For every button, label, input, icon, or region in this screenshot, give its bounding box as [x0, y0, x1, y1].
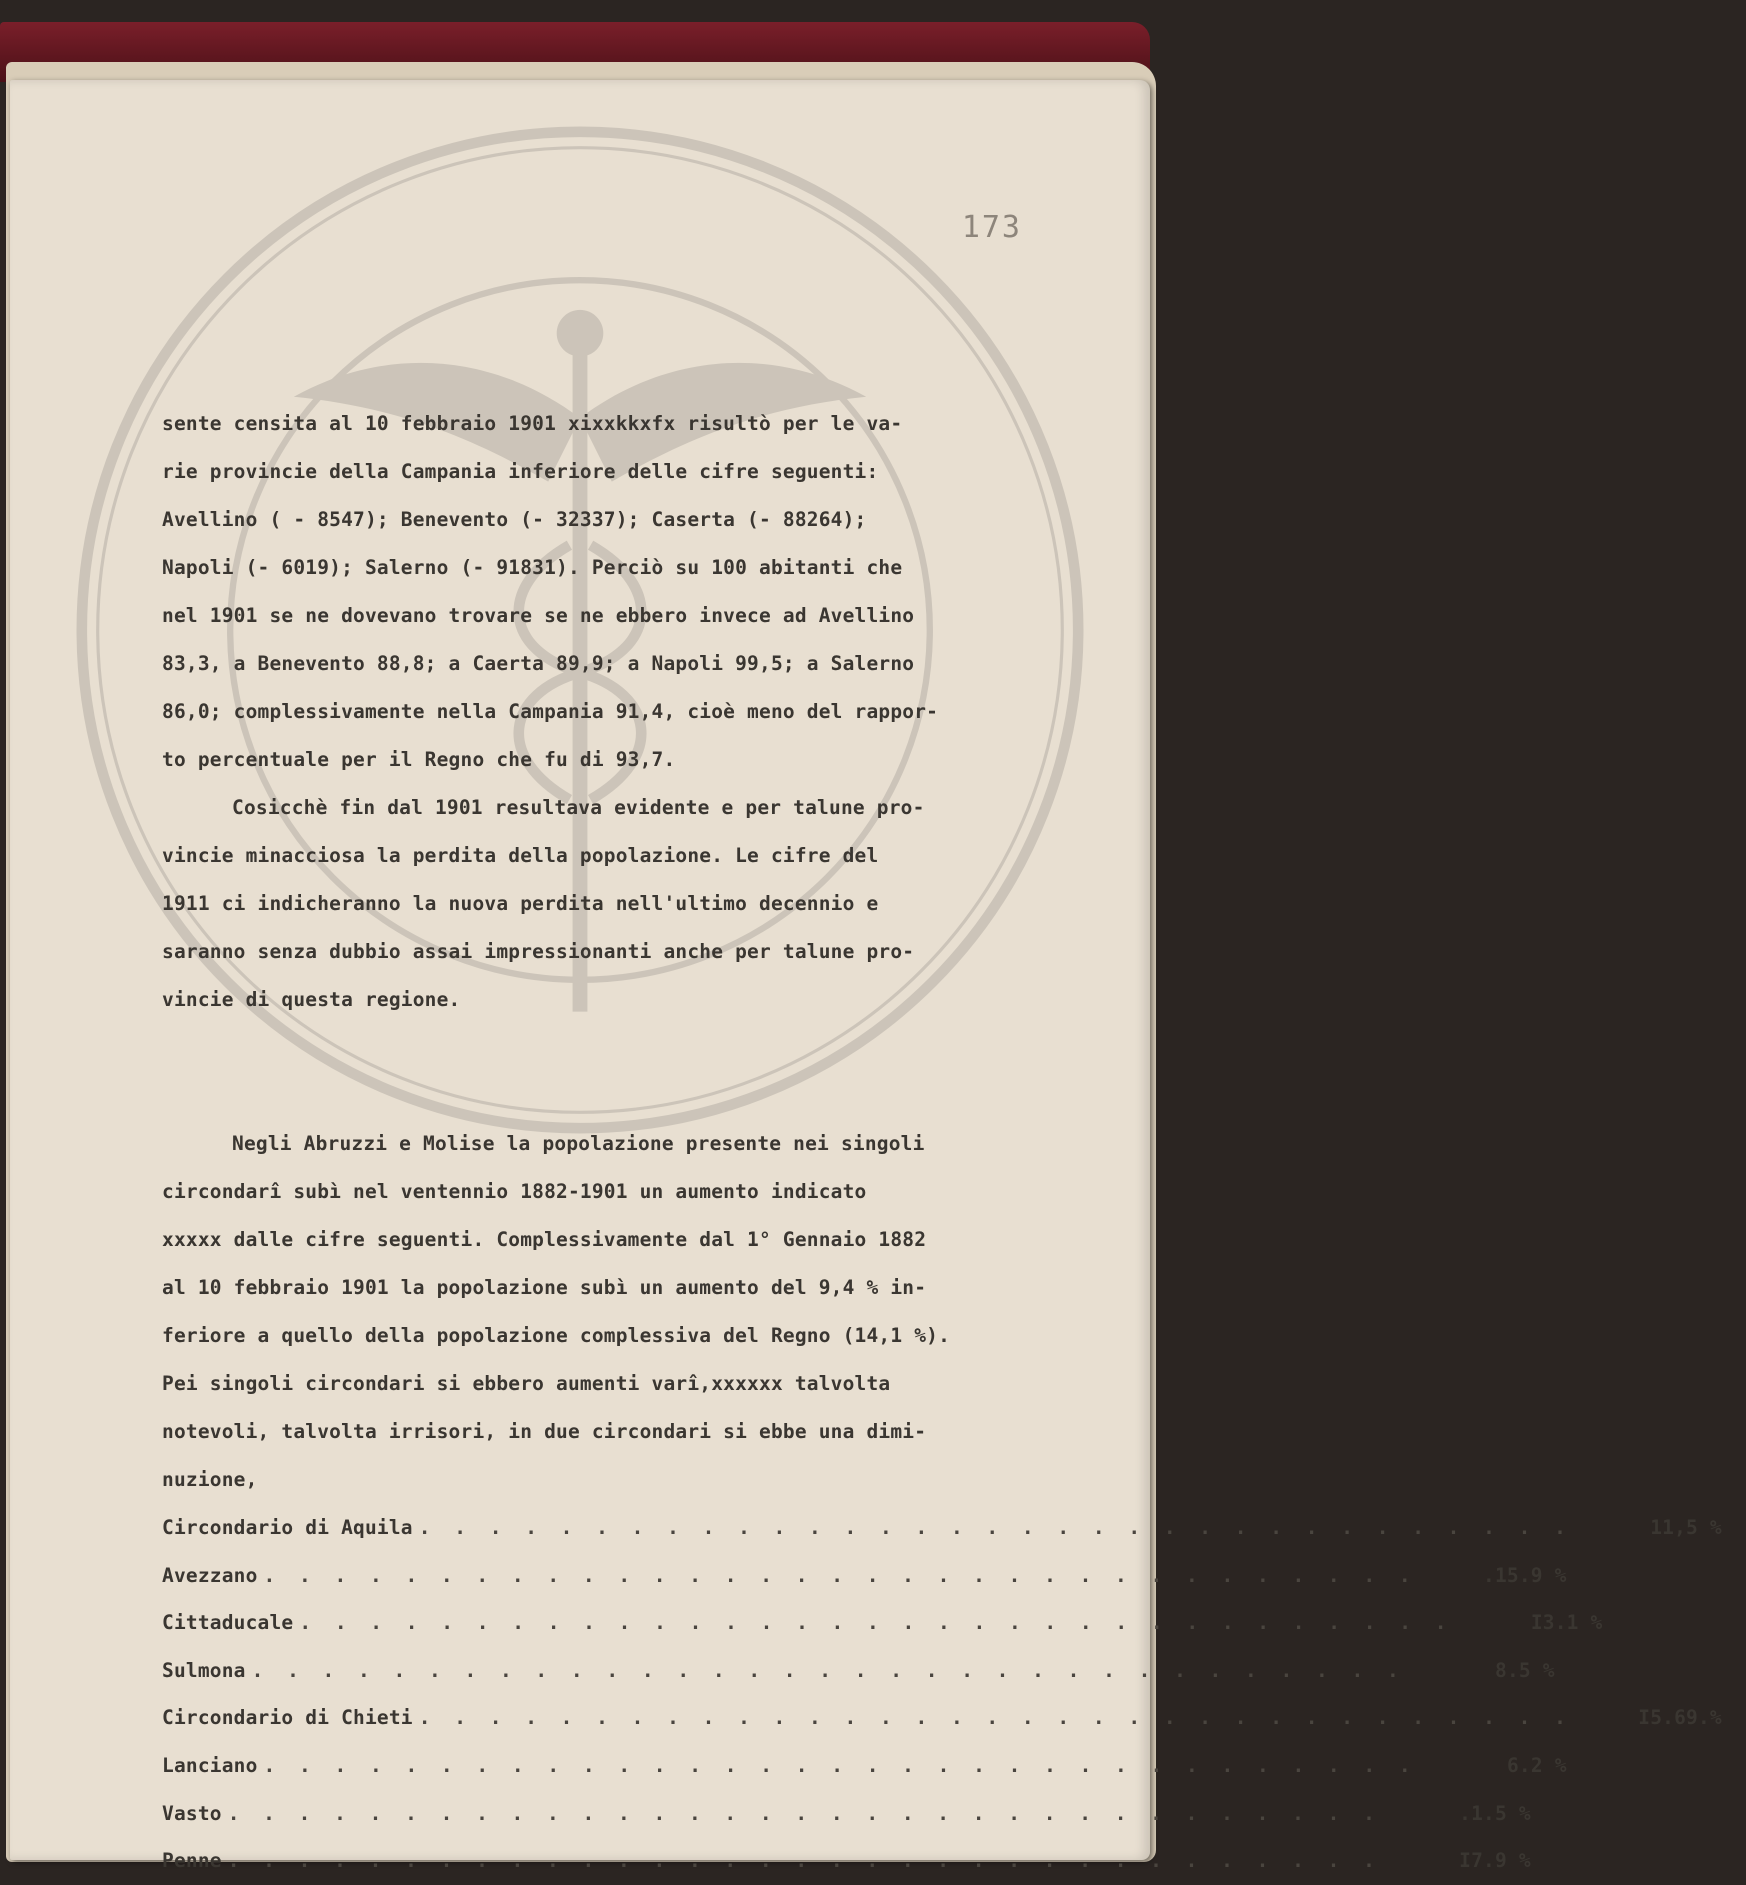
- row-value: .1.5 %: [1459, 1801, 1531, 1825]
- row-value: 8.5 %: [1495, 1658, 1555, 1682]
- row-value: I7.9 %: [1459, 1849, 1531, 1873]
- table-row: [162, 1694, 1722, 1742]
- row-label: Circondario di Chieti: [162, 1706, 413, 1730]
- text-line: Napoli (- 6019); Salerno (- 91831). Perciò su 100 abitanti che: [162, 556, 903, 579]
- row-label: Sulmona: [162, 1658, 246, 1682]
- text-line: 1911 ci indicheranno la nuova perdita nell'ultimo decennio e: [162, 892, 879, 915]
- text-line: Pei singoli circondari si ebbero aumenti varî,xxxxxx talvolta: [162, 1372, 891, 1395]
- text-line: Avellino ( - 8547); Benevento (- 32337); Caserta (- 88264);: [162, 508, 867, 531]
- table-row: [162, 1647, 1555, 1695]
- text-line: xxxxx dalle cifre seguenti. Complessivamente dal 1° Gennaio 1882: [162, 1228, 927, 1251]
- row-value: I3.1 %: [1530, 1611, 1603, 1635]
- table-row: [162, 1552, 1567, 1600]
- dot-leader: . . . . . . . . . . . . . . . . . . . . . . . . . . . . . . . . .: [299, 1611, 1453, 1635]
- paragraph-campania: [162, 400, 1092, 784]
- dot-leader: . . . . . . . . . . . . . . . . . . . . . . . . . . . . . . . . .: [418, 1706, 1572, 1730]
- text-line: vincie di questa regione.: [162, 988, 461, 1011]
- section-spacer: [162, 1024, 1092, 1120]
- text-line: al 10 febbraio 1901 la popolazione subì un aumento del 9,4 % in-: [162, 1276, 927, 1299]
- text-line: rie provincie della Campania inferiore delle cifre seguenti:: [162, 460, 879, 483]
- text-line: vincie minacciosa la perdita della popolazione. Le cifre del: [162, 844, 879, 867]
- table-row: [162, 1504, 1722, 1552]
- text-line: 86,0; complessivamente nella Campania 91,4, cioè meno del rappor-: [162, 700, 939, 723]
- text-line: feriore a quello della popolazione complessiva del Regno (14,1 %).: [162, 1324, 951, 1347]
- row-label: Cittaducale: [162, 1611, 294, 1635]
- row-value: I5.69.%: [1638, 1706, 1722, 1730]
- paragraph-cosicche: [162, 784, 1092, 1024]
- text-line: 83,3, a Benevento 88,8; a Caerta 89,9; a Napoli 99,5; a Salerno: [162, 652, 915, 675]
- text-line: to percentuale per il Regno che fu di 93,7.: [162, 748, 676, 771]
- row-label: Penne: [162, 1849, 222, 1873]
- row-label: Circondario di Aquila: [162, 1516, 413, 1539]
- row-label: Lanciano: [162, 1753, 258, 1777]
- dot-leader: . . . . . . . . . . . . . . . . . . . . . . . . . . . . . . . . .: [227, 1849, 1381, 1873]
- dot-leader: . . . . . . . . . . . . . . . . . . . . . . . . . . . . . . . . .: [263, 1753, 1417, 1777]
- table-row: [162, 1837, 1531, 1885]
- row-value: 11,5 %: [1650, 1516, 1722, 1539]
- text-line: nuzione,: [162, 1468, 258, 1491]
- table-row: [162, 1742, 1567, 1790]
- text-line: nel 1901 se ne dovevano trovare se ne ebbero invece ad Avellino: [162, 604, 915, 627]
- typewritten-text: [162, 400, 1722, 1885]
- text-line: Cosicchè fin dal 1901 resultava evidente e per talune pro-: [232, 796, 925, 819]
- row-label: Vasto: [162, 1801, 222, 1825]
- dot-leader: . . . . . . . . . . . . . . . . . . . . . . . . . . . . . . . . .: [227, 1801, 1381, 1825]
- row-label: Avezzano: [162, 1563, 258, 1587]
- text-line: saranno senza dubbio assai impressionanti anche per talune pro-: [162, 940, 915, 963]
- paragraph-abruzzi: [162, 1120, 1092, 1504]
- table-row: [162, 1599, 1603, 1647]
- text-line: Negli Abruzzi e Molise la popolazione presente nei singoli: [232, 1132, 925, 1155]
- dot-leader: . . . . . . . . . . . . . . . . . . . . . . . . . . . . . . . . .: [263, 1563, 1417, 1587]
- dot-leader: . . . . . . . . . . . . . . . . . . . . . . . . . . . . . . . . .: [418, 1516, 1572, 1539]
- page-number: 173: [961, 210, 1022, 245]
- row-value: 6.2 %: [1506, 1753, 1567, 1777]
- text-line: circondarî subì nel ventennio 1882-1901 un aumento indicato: [162, 1180, 867, 1203]
- table-row: [162, 1790, 1531, 1838]
- circondari-table: [162, 1504, 1722, 1885]
- document-page: [10, 80, 1722, 1873]
- text-line: notevoli, talvolta irrisori, in due circondari si ebbe una dimi-: [162, 1420, 927, 1443]
- text-line: sente censita al 10 febbraio 1901 xixxkkxfx risultò per le va-: [162, 412, 903, 435]
- row-value: .15.9 %: [1483, 1563, 1567, 1587]
- dot-leader: . . . . . . . . . . . . . . . . . . . . . . . . . . . . . . . . .: [251, 1658, 1405, 1682]
